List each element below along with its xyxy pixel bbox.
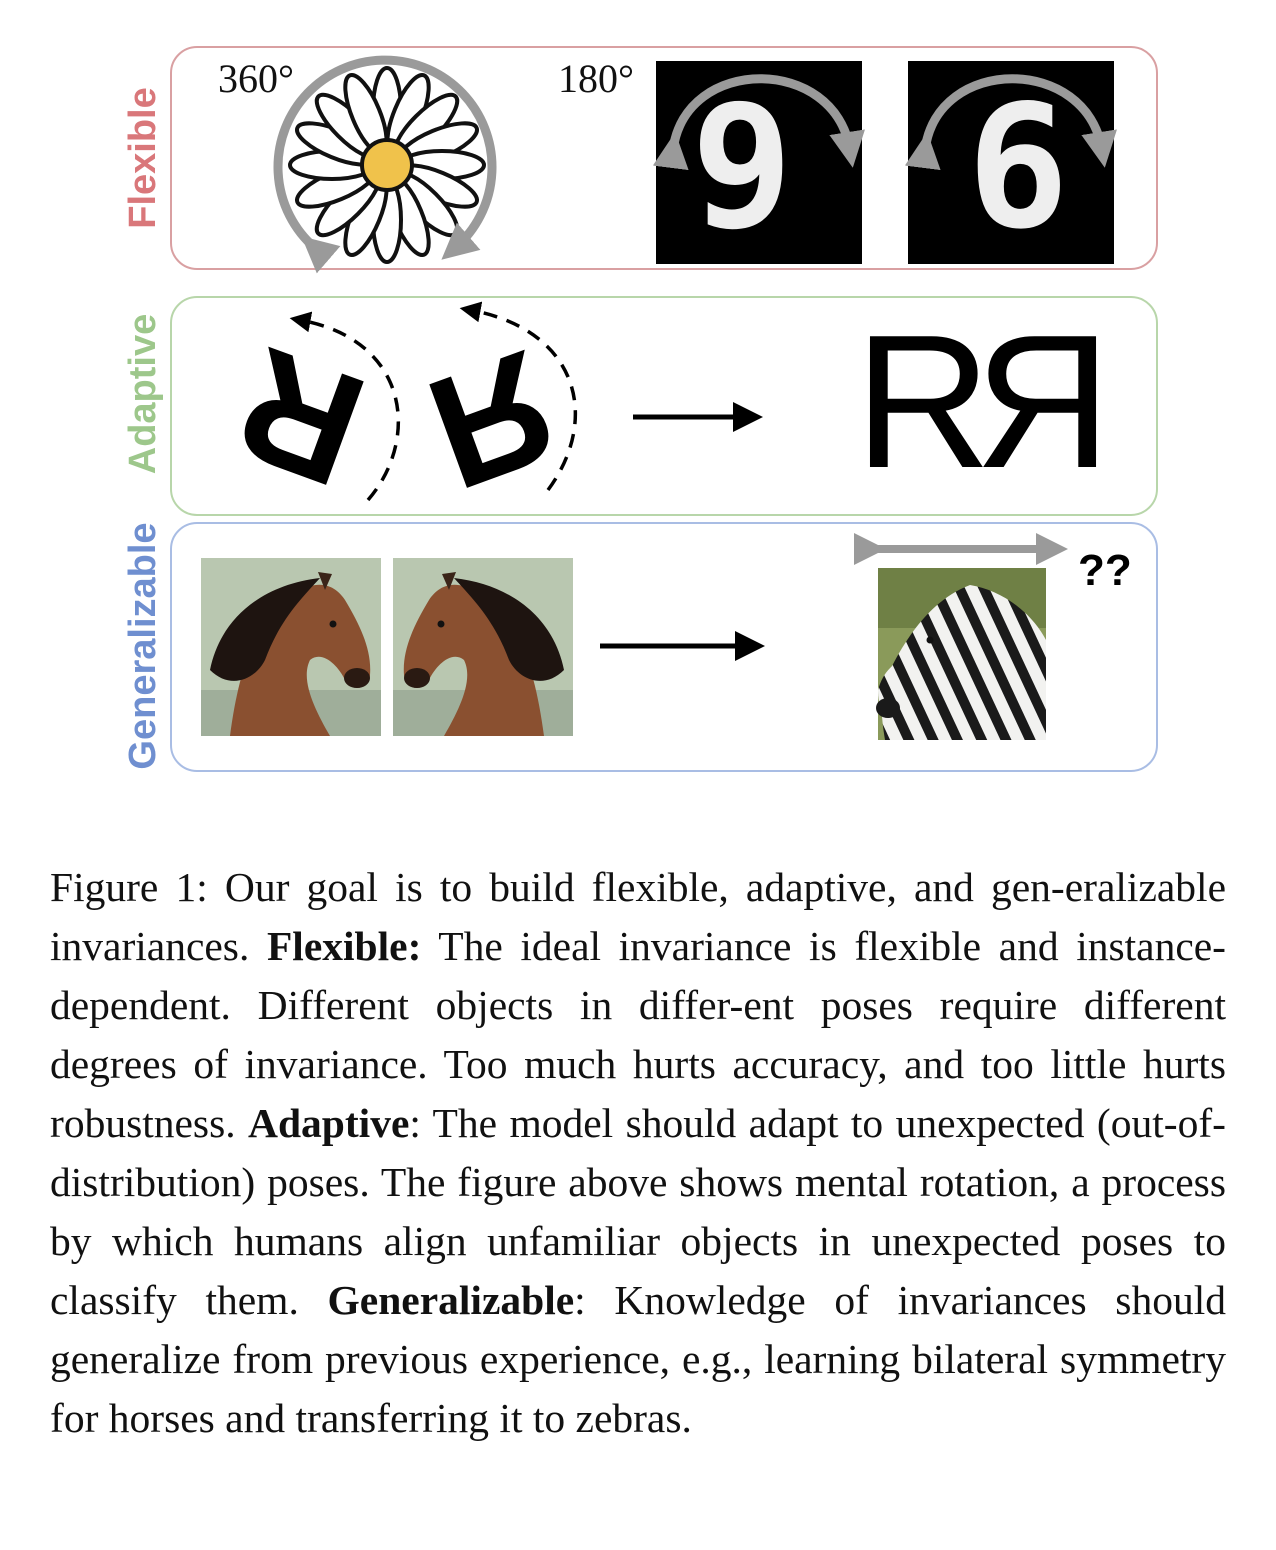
caption-flexible-term: Flexible: <box>266 923 422 969</box>
flexible-side-label: Flexible <box>122 87 164 229</box>
daisy-flower-icon <box>290 68 484 262</box>
caption-figure-label: Figure 1: <box>50 864 208 910</box>
result-letter-r-mirrored: R <box>974 296 1112 508</box>
flower-angle-label: 360° <box>218 56 294 101</box>
caption-generalizable-text: : Knowledge of invariances should generalize from previous experience, e.g., learning bilateral symmetry for horses and transferring it to zebras. <box>50 1277 1226 1441</box>
digit-nine-image <box>656 61 862 267</box>
digit-six-image <box>908 61 1114 267</box>
caption-adaptive-text: : The model should adapt to unexpected (out-of-distribution) poses. The figure above shows mental rotation, a process by which humans align unfamiliar objects in unexpected poses to classify them. <box>50 1100 1226 1323</box>
rotated-letter-r-2: R <box>407 316 578 525</box>
horse-photo-right-mirrored <box>393 558 573 736</box>
generalizable-panel <box>122 522 1157 771</box>
adaptive-panel <box>122 296 1157 524</box>
caption-intro: Our goal is to build flexible, adaptive, and gen-eralizable invariances. <box>50 864 1226 969</box>
caption-flexible-text: The ideal invariance is flexible and instance-dependent. Different objects in differ-ent poses require different degrees of invariance. Too much hurts accuracy, and too little hurts robustness. <box>50 923 1226 1146</box>
flexible-panel <box>122 47 1157 269</box>
adaptive-side-label: Adaptive <box>122 313 164 475</box>
caption-generalizable-term: Generalizable <box>327 1277 575 1323</box>
rotated-letter-r-1: R <box>215 313 386 522</box>
caption-adaptive-term: Adaptive <box>247 1100 410 1146</box>
horse-photo-left <box>201 558 381 736</box>
result-letter-r: R <box>854 296 992 508</box>
zebra-photo <box>876 568 1046 740</box>
figure-caption <box>50 858 1226 1448</box>
question-marks: ?? <box>1078 546 1132 595</box>
digit-angle-label: 180° <box>558 56 634 101</box>
digit-nine: 9 <box>690 69 794 267</box>
flower-center <box>362 140 412 190</box>
generalizable-side-label: Generalizable <box>122 522 164 770</box>
digit-six: 6 <box>966 69 1070 267</box>
